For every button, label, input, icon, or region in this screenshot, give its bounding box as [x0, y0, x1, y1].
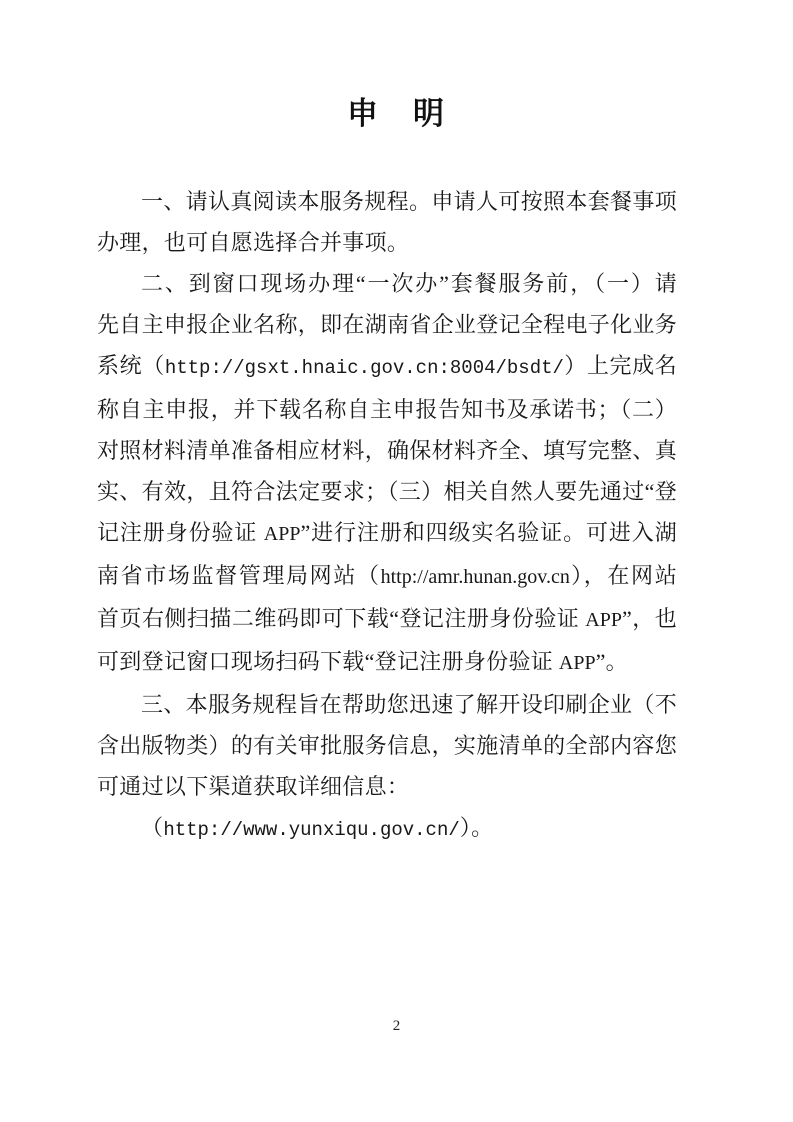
text-segment: ”。: [595, 649, 628, 674]
text-segment: 含出版物类）的有关审批服务信息，实施清单的全部内容您: [97, 733, 677, 758]
body-line: [97, 684, 677, 725]
body-line: [97, 181, 677, 222]
document-body: [97, 181, 677, 851]
text-segment: ），在网站: [569, 563, 677, 588]
text-segment: 记注册身份验证: [97, 520, 264, 545]
page-number: 2: [392, 1018, 401, 1034]
url-text: http://gsxt.hnaic.gov.cn:8004/bsdt/: [164, 357, 564, 379]
body-line: [97, 263, 677, 304]
text-segment: ”进行注册和四级实名验证。可进入湖: [300, 520, 677, 545]
body-line: [97, 641, 677, 684]
document-title: 申 明: [347, 96, 446, 131]
body-line: [97, 430, 677, 471]
body-line: [97, 345, 677, 389]
text-segment: 南省市场监督管理局网站（: [97, 563, 381, 588]
app-name-text: APP: [263, 523, 301, 545]
text-segment: 办理，也可自愿选择合并事项。: [97, 230, 410, 255]
text-segment: ”，也: [621, 606, 677, 631]
body-line: [97, 222, 677, 263]
text-segment: 先自主申报企业名称，即在湖南省企业登记全程电子化业务: [97, 312, 677, 337]
text-segment: ）上完成名: [563, 353, 677, 378]
text-segment: 二、到窗口现场办理“一次办”套餐服务前，（一）请: [141, 271, 677, 296]
text-segment: （: [141, 815, 164, 840]
text-segment: 对照材料清单准备相应材料，确保材料齐全、填写完整、真: [97, 438, 677, 463]
text-segment: 实、有效，且符合法定要求；（三）相关自然人要先通过“登: [97, 479, 677, 504]
text-segment: 三、本服务规程旨在帮助您迅速了解开设印刷企业（不: [141, 692, 677, 717]
body-line: [97, 471, 677, 512]
text-segment: 可到登记窗口现场扫码下载“登记注册身份验证: [97, 649, 559, 674]
body-line: [97, 725, 677, 766]
body-line: [97, 555, 677, 598]
app-name-text: APP: [558, 652, 596, 674]
text-segment: 系统（: [97, 353, 165, 378]
text-segment: ）。: [459, 815, 494, 840]
url-text: http://amr.hunan.gov.cn: [380, 566, 570, 588]
body-line: [97, 304, 677, 345]
url-text: http://www.yunxiqu.gov.cn/: [163, 819, 460, 841]
text-segment: 可通过以下渠道获取详细信息：: [97, 774, 410, 799]
body-line: [97, 389, 677, 430]
body-line: [97, 766, 677, 807]
text-segment: 首页右侧扫描二维码即可下载“登记注册身份验证: [97, 606, 586, 631]
text-segment: 一、请认真阅读本服务规程。申请人可按照本套餐事项: [141, 189, 677, 214]
app-name-text: APP: [585, 609, 622, 631]
text-segment: 称自主申报，并下载名称自主申报告知书及承诺书；（二）: [97, 397, 677, 422]
body-line: [97, 512, 677, 555]
body-line: [97, 807, 677, 851]
body-line: [97, 598, 677, 641]
